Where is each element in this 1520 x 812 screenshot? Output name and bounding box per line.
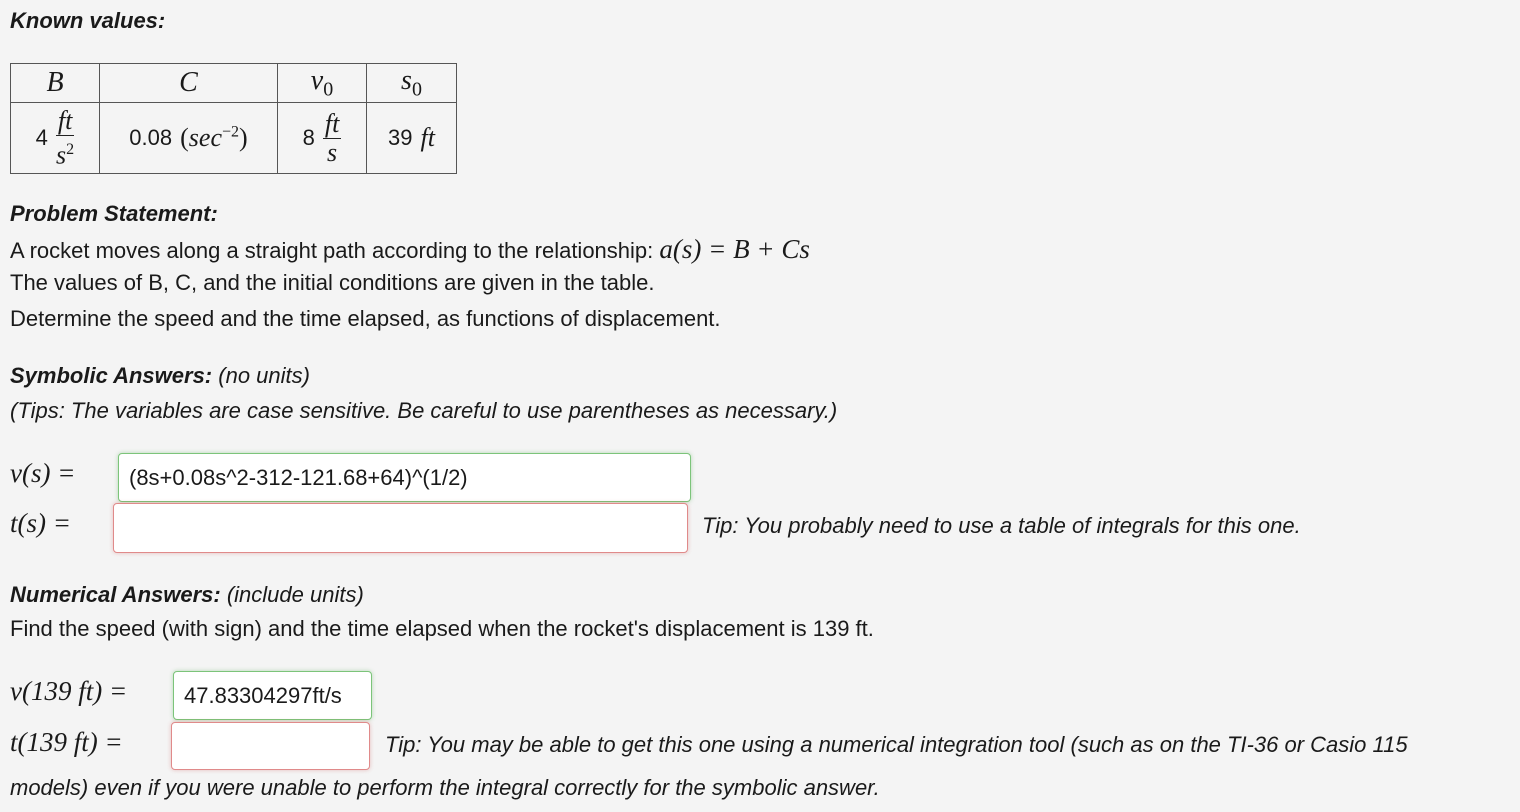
t-of-s-label: t(s) = [10,508,71,538]
symbolic-note: (no units) [218,363,310,388]
v-of-s-input[interactable] [118,453,691,502]
t-at-139-tip-line-1: Tip: You may be able to get this one using a numerical integration tool (such as on the TI-36 or Casio 115 [385,732,1408,757]
value-b: 4 $\frac{ft}{s^2}$ [11,103,100,174]
value-v0: 8 $\frac{ft}{s}$ [278,103,367,174]
header-s0: $s_0$ [367,64,457,103]
v-at-139-input[interactable] [173,671,372,720]
header-b: B [11,64,100,103]
header-c: C [100,64,278,103]
known-values-table [10,63,457,174]
known-values-heading: Known values: [10,8,166,33]
problem-line-3: Determine the speed and the time elapsed, as functions of displacement. [10,306,721,331]
symbolic-tips: (Tips: The variables are case sensitive. Be careful to use parentheses as necessary.) [10,398,838,423]
problem-line-2: The values of B, C, and the initial conditions are given in the table. [10,270,655,295]
acceleration-equation: a(s) = B + Cs [659,234,810,264]
t-of-s-tip: Tip: You probably need to use a table of integrals for this one. [702,513,1301,538]
table-header-row [11,64,457,103]
table-value-row [11,103,457,174]
numerical-heading-line [10,582,364,608]
numerical-heading: Numerical Answers: [10,582,221,607]
symbolic-heading-line [10,363,310,389]
v-at-139-label: v(139 ft) = [10,676,128,706]
value-s0: 39 ft [367,103,457,174]
t-at-139-tip-line-2: models) even if you were unable to perform the integral correctly for the symbolic answer. [10,775,880,800]
t-at-139-label: t(139 ft) = [10,727,123,757]
value-c: 0.08 $(\sec^{-2})$ [100,103,278,174]
v-of-s-label: v(s) = [10,458,76,488]
numerical-instruction: Find the speed (with sign) and the time elapsed when the rocket's displacement is 139 ft. [10,616,874,641]
symbolic-heading: Symbolic Answers: [10,363,213,388]
numerical-note: (include units) [226,582,364,607]
t-of-s-input[interactable] [113,503,688,553]
problem-line-1: A rocket moves along a straight path according to the relationship: a(s) = B + Cs [10,234,810,264]
header-v0: $v_0$ [278,64,367,103]
t-at-139-input[interactable] [171,722,370,770]
problem-heading: Problem Statement: [10,201,218,226]
